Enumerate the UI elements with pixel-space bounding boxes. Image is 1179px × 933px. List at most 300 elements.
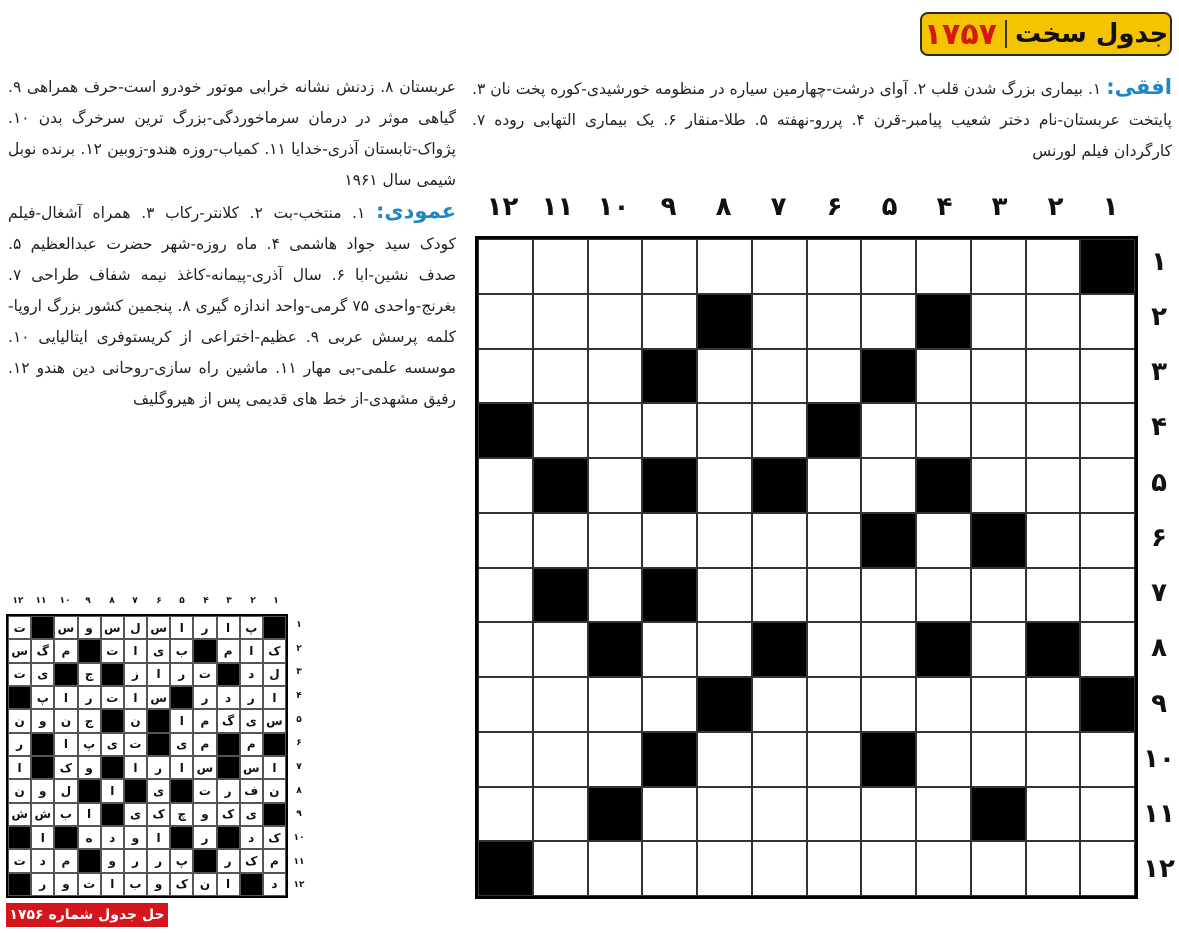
- solution-letter-cell: ر: [147, 849, 170, 872]
- solution-column-number: ۳: [226, 596, 232, 606]
- grid-cell[interactable]: [533, 239, 588, 294]
- grid-cell[interactable]: [588, 677, 643, 732]
- column-number: ۷: [770, 192, 787, 222]
- puzzle-title-badge: [920, 12, 1172, 56]
- solution-letter-cell: ا: [263, 686, 286, 709]
- solution-black-cell: [263, 733, 286, 756]
- grid-cell[interactable]: [971, 841, 1026, 896]
- grid-cell[interactable]: [697, 841, 752, 896]
- solution-letter-cell: د: [240, 826, 263, 849]
- column-number: ۵: [881, 192, 898, 222]
- solution-letter-cell: م: [193, 709, 216, 732]
- grid-cell[interactable]: [807, 677, 862, 732]
- grid-cell[interactable]: [588, 732, 643, 787]
- grid-cell[interactable]: [752, 403, 807, 458]
- grid-cell[interactable]: [1080, 349, 1135, 404]
- grid-cell[interactable]: [588, 568, 643, 623]
- solution-letter-cell: پ: [170, 849, 193, 872]
- solution-row-number: ۷: [296, 762, 302, 772]
- grid-cell[interactable]: [861, 841, 916, 896]
- solution-letter-cell: ج: [78, 663, 101, 686]
- grid-cell[interactable]: [807, 513, 862, 568]
- grid-cell[interactable]: [1080, 403, 1135, 458]
- solution-black-cell: [193, 849, 216, 872]
- solution-column-number: ۱: [273, 596, 279, 606]
- previous-solution-grid: [6, 614, 288, 898]
- grid-cell[interactable]: [971, 349, 1026, 404]
- solution-letter-cell: ل: [124, 616, 147, 639]
- grid-cell[interactable]: [697, 568, 752, 623]
- solution-black-cell: [8, 826, 31, 849]
- grid-cell[interactable]: [478, 732, 533, 787]
- solution-letter-cell: ر: [217, 849, 240, 872]
- solution-letter-cell: ج: [78, 709, 101, 732]
- grid-cell[interactable]: [478, 458, 533, 513]
- grid-cell[interactable]: [588, 403, 643, 458]
- grid-cell[interactable]: [1026, 403, 1081, 458]
- solution-letter-cell: ش: [8, 803, 31, 826]
- grid-cell[interactable]: [588, 841, 643, 896]
- solution-letter-cell: ا: [124, 639, 147, 662]
- solution-letter-cell: م: [193, 733, 216, 756]
- solution-black-cell: [31, 616, 54, 639]
- solution-letter-cell: د: [101, 826, 124, 849]
- row-number: ۴: [1151, 412, 1167, 442]
- solution-black-cell: [78, 849, 101, 872]
- grid-cell[interactable]: [478, 294, 533, 349]
- solution-row-number: ۱: [296, 620, 302, 630]
- grid-cell[interactable]: [533, 294, 588, 349]
- column-number: ۳: [991, 192, 1008, 222]
- grid-cell[interactable]: [971, 568, 1026, 623]
- solution-letter-cell: ا: [54, 733, 77, 756]
- grid-cell[interactable]: [697, 732, 752, 787]
- grid-cell[interactable]: [1026, 568, 1081, 623]
- solution-letter-cell: ر: [193, 686, 216, 709]
- solution-black-cell: [170, 779, 193, 802]
- solution-letter-cell: ت: [124, 733, 147, 756]
- column-number: ۱۲: [486, 192, 519, 222]
- solution-letter-cell: و: [31, 779, 54, 802]
- grid-cell[interactable]: [807, 841, 862, 896]
- solution-letter-cell: ن: [8, 779, 31, 802]
- grid-cell[interactable]: [478, 349, 533, 404]
- grid-cell[interactable]: [533, 622, 588, 677]
- black-cell: [861, 349, 916, 404]
- black-cell: [642, 568, 697, 623]
- row-number: ۵: [1151, 468, 1167, 498]
- solution-label: حل جدول شماره ۱۷۵۶: [6, 903, 168, 927]
- grid-cell[interactable]: [588, 513, 643, 568]
- solution-column-number: ۴: [203, 596, 209, 606]
- grid-cell[interactable]: [807, 458, 862, 513]
- grid-cell[interactable]: [752, 349, 807, 404]
- across-clues-block: [472, 72, 1172, 167]
- black-cell: [971, 513, 1026, 568]
- solution-black-cell: [8, 873, 31, 896]
- grid-cell[interactable]: [588, 239, 643, 294]
- grid-cell[interactable]: [1026, 458, 1081, 513]
- solution-letter-cell: ر: [124, 849, 147, 872]
- solution-letter-cell: ن: [193, 873, 216, 896]
- grid-cell[interactable]: [697, 458, 752, 513]
- grid-cell[interactable]: [971, 732, 1026, 787]
- solution-column-number: ۱۰: [59, 596, 71, 606]
- grid-cell[interactable]: [533, 403, 588, 458]
- solution-column-number: ۸: [109, 596, 115, 606]
- grid-cell[interactable]: [533, 787, 588, 842]
- grid-cell[interactable]: [807, 568, 862, 623]
- solution-black-cell: [78, 779, 101, 802]
- black-cell: [642, 732, 697, 787]
- crossword-grid: [475, 236, 1138, 899]
- grid-cell[interactable]: [861, 458, 916, 513]
- grid-cell[interactable]: [916, 349, 971, 404]
- solution-letter-cell: م: [240, 733, 263, 756]
- solution-letter-cell: ب: [54, 803, 77, 826]
- solution-letter-cell: ی: [240, 803, 263, 826]
- solution-black-cell: [101, 663, 124, 686]
- grid-cell[interactable]: [697, 239, 752, 294]
- grid-cell[interactable]: [533, 732, 588, 787]
- black-cell: [478, 403, 533, 458]
- grid-cell[interactable]: [807, 239, 862, 294]
- solution-letter-cell: ر: [193, 616, 216, 639]
- grid-cell[interactable]: [861, 677, 916, 732]
- grid-cell[interactable]: [588, 294, 643, 349]
- solution-letter-cell: ل: [54, 779, 77, 802]
- solution-letter-cell: و: [124, 826, 147, 849]
- grid-cell[interactable]: [752, 732, 807, 787]
- black-cell: [533, 458, 588, 513]
- solution-letter-cell: م: [54, 849, 77, 872]
- grid-cell[interactable]: [1026, 294, 1081, 349]
- grid-cell[interactable]: [1080, 622, 1135, 677]
- grid-cell[interactable]: [478, 622, 533, 677]
- grid-cell[interactable]: [697, 787, 752, 842]
- grid-cell[interactable]: [642, 841, 697, 896]
- solution-letter-cell: س: [240, 756, 263, 779]
- solution-letter-cell: ا: [170, 756, 193, 779]
- grid-cell[interactable]: [642, 403, 697, 458]
- column-number: ۴: [936, 192, 953, 222]
- grid-cell[interactable]: [807, 787, 862, 842]
- grid-cell[interactable]: [861, 403, 916, 458]
- black-cell: [971, 787, 1026, 842]
- puzzle-number: ۱۷۵۷: [923, 16, 997, 52]
- grid-cell[interactable]: [916, 732, 971, 787]
- solution-black-cell: [147, 709, 170, 732]
- grid-cell[interactable]: [478, 513, 533, 568]
- row-number: ۱۰: [1143, 744, 1175, 774]
- grid-cell[interactable]: [752, 787, 807, 842]
- solution-column-number: ۱۱: [35, 596, 47, 606]
- grid-cell[interactable]: [752, 294, 807, 349]
- grid-cell[interactable]: [971, 677, 1026, 732]
- solution-row-number: ۹: [296, 809, 302, 819]
- solution-black-cell: [170, 826, 193, 849]
- row-number: ۶: [1151, 523, 1167, 553]
- grid-cell[interactable]: [916, 403, 971, 458]
- grid-cell[interactable]: [697, 403, 752, 458]
- black-cell: [533, 568, 588, 623]
- left-clues-column: [8, 72, 456, 415]
- solution-black-cell: [101, 709, 124, 732]
- solution-row-number: ۶: [296, 738, 302, 748]
- grid-cell[interactable]: [752, 568, 807, 623]
- solution-letter-cell: و: [147, 873, 170, 896]
- grid-cell[interactable]: [533, 513, 588, 568]
- grid-cell[interactable]: [1080, 732, 1135, 787]
- row-number: ۱۲: [1143, 854, 1175, 884]
- grid-cell[interactable]: [752, 513, 807, 568]
- grid-cell[interactable]: [971, 294, 1026, 349]
- solution-column-number: ۱۲: [12, 596, 24, 606]
- grid-cell[interactable]: [1026, 513, 1081, 568]
- black-cell: [861, 513, 916, 568]
- solution-letter-cell: ا: [240, 639, 263, 662]
- grid-cell[interactable]: [752, 239, 807, 294]
- grid-cell[interactable]: [807, 732, 862, 787]
- black-cell: [588, 787, 643, 842]
- grid-cell[interactable]: [1026, 787, 1081, 842]
- grid-cell[interactable]: [1026, 732, 1081, 787]
- grid-cell[interactable]: [1026, 349, 1081, 404]
- solution-letter-cell: پ: [78, 733, 101, 756]
- grid-cell[interactable]: [697, 349, 752, 404]
- row-number: ۳: [1151, 357, 1167, 387]
- solution-letter-cell: م: [217, 639, 240, 662]
- solution-letter-cell: ت: [101, 639, 124, 662]
- grid-cell[interactable]: [588, 458, 643, 513]
- grid-cell[interactable]: [478, 677, 533, 732]
- black-cell: [752, 622, 807, 677]
- column-number: ۸: [715, 192, 732, 222]
- grid-cell[interactable]: [697, 622, 752, 677]
- solution-letter-cell: ی: [147, 639, 170, 662]
- down-heading: عمودی:: [375, 199, 456, 223]
- solution-letter-cell: ک: [147, 803, 170, 826]
- grid-cell[interactable]: [1026, 677, 1081, 732]
- solution-row-number: ۴: [296, 691, 302, 701]
- grid-cell[interactable]: [752, 677, 807, 732]
- grid-cell[interactable]: [807, 349, 862, 404]
- black-cell: [697, 294, 752, 349]
- solution-letter-cell: ر: [8, 733, 31, 756]
- grid-cell[interactable]: [752, 841, 807, 896]
- grid-cell[interactable]: [1026, 841, 1081, 896]
- solution-letter-cell: ت: [101, 686, 124, 709]
- solution-letter-cell: ت: [8, 849, 31, 872]
- solution-column-number: ۲: [250, 596, 256, 606]
- solution-letter-cell: س: [263, 709, 286, 732]
- grid-cell[interactable]: [478, 787, 533, 842]
- across-heading: افقی:: [1106, 75, 1172, 99]
- grid-cell[interactable]: [971, 622, 1026, 677]
- grid-cell[interactable]: [971, 239, 1026, 294]
- black-cell: [1026, 622, 1081, 677]
- solution-letter-cell: پ: [240, 616, 263, 639]
- solution-letter-cell: ن: [54, 709, 77, 732]
- grid-cell[interactable]: [861, 622, 916, 677]
- solution-letter-cell: س: [147, 616, 170, 639]
- solution-letter-cell: ا: [101, 779, 124, 802]
- grid-cell[interactable]: [533, 349, 588, 404]
- solution-letter-cell: ا: [54, 686, 77, 709]
- solution-letter-cell: گ: [31, 639, 54, 662]
- column-number: ۱: [1102, 192, 1119, 222]
- solution-letter-cell: ک: [217, 803, 240, 826]
- solution-letter-cell: و: [101, 849, 124, 872]
- solution-letter-cell: ف: [240, 779, 263, 802]
- solution-letter-cell: ن: [263, 779, 286, 802]
- solution-letter-cell: و: [193, 803, 216, 826]
- grid-cell[interactable]: [807, 294, 862, 349]
- solution-letter-cell: ا: [101, 873, 124, 896]
- solution-letter-cell: ت: [8, 663, 31, 686]
- black-cell: [642, 349, 697, 404]
- solution-black-cell: [170, 686, 193, 709]
- black-cell: [642, 458, 697, 513]
- row-number: ۸: [1151, 633, 1167, 663]
- grid-cell[interactable]: [1080, 841, 1135, 896]
- solution-letter-cell: ی: [124, 803, 147, 826]
- grid-cell[interactable]: [642, 622, 697, 677]
- across-clues-part2: عربستان ۸. زدنش نشانه خرابی موتور خودرو است-حرف همراهی ۹. گیاهی موثر در درمان سرماخوردگی-بزرگ ترین سرخرگ بدن ۱۰. پژواک-تابستان آذری-خدایا ۱۱. کمیاب-روزه هندو-زوبین ۱۲. برنده نوبل شیمی سال ۱۹۶۱: [8, 78, 456, 189]
- solution-black-cell: [263, 616, 286, 639]
- solution-black-cell: [240, 873, 263, 896]
- grid-cell[interactable]: [1080, 294, 1135, 349]
- black-cell: [478, 841, 533, 896]
- grid-cell[interactable]: [916, 239, 971, 294]
- solution-black-cell: [217, 663, 240, 686]
- solution-black-cell: [124, 779, 147, 802]
- grid-cell[interactable]: [1080, 458, 1135, 513]
- grid-cell[interactable]: [1080, 568, 1135, 623]
- grid-cell[interactable]: [861, 239, 916, 294]
- solution-letter-cell: ا: [147, 826, 170, 849]
- grid-cell[interactable]: [588, 349, 643, 404]
- grid-cell[interactable]: [916, 677, 971, 732]
- grid-cell[interactable]: [861, 787, 916, 842]
- black-cell: [807, 403, 862, 458]
- solution-letter-cell: ز: [124, 663, 147, 686]
- grid-cell[interactable]: [1080, 787, 1135, 842]
- column-number: ۹: [660, 192, 677, 222]
- solution-letter-cell: چ: [170, 803, 193, 826]
- solution-letter-cell: ت: [78, 873, 101, 896]
- grid-cell[interactable]: [642, 513, 697, 568]
- solution-column-number: ۵: [179, 596, 185, 606]
- solution-black-cell: [54, 826, 77, 849]
- grid-cell[interactable]: [916, 568, 971, 623]
- solution-row-number: ۲: [296, 644, 302, 654]
- solution-letter-cell: ا: [217, 873, 240, 896]
- solution-black-cell: [263, 803, 286, 826]
- solution-letter-cell: م: [54, 639, 77, 662]
- puzzle-title: جدول سخت: [1014, 19, 1169, 49]
- solution-letter-cell: پ: [31, 686, 54, 709]
- solution-letter-cell: ک: [240, 849, 263, 872]
- solution-letter-cell: ک: [263, 639, 286, 662]
- solution-letter-cell: ر: [240, 686, 263, 709]
- grid-cell[interactable]: [971, 458, 1026, 513]
- solution-letter-cell: ر: [170, 663, 193, 686]
- grid-cell[interactable]: [1080, 513, 1135, 568]
- grid-cell[interactable]: [861, 568, 916, 623]
- solution-letter-cell: ن: [124, 709, 147, 732]
- row-number: ۱۱: [1143, 799, 1175, 829]
- title-separator: [1005, 20, 1007, 48]
- grid-cell[interactable]: [533, 677, 588, 732]
- solution-letter-cell: س: [54, 616, 77, 639]
- solution-letter-cell: ا: [124, 686, 147, 709]
- across-clues-part1: ۱. بیماری بزرگ شدن قلب ۲. آوای درشت-چهارمین سیاره در منظومه خورشیدی-کوره پخت نان ۳. پایتخت عربستان-نام دختر شعیب پیامبر-قرن ۴. پررو-نهفته ۵. طلا-منقار ۶. یک بیماری التهابی روده ۷. کارگردان فیلم لورنس: [472, 80, 1172, 160]
- solution-letter-cell: ت: [8, 616, 31, 639]
- grid-cell[interactable]: [916, 513, 971, 568]
- grid-cell[interactable]: [642, 677, 697, 732]
- solution-letter-cell: و: [31, 709, 54, 732]
- solution-letter-cell: ا: [170, 616, 193, 639]
- grid-cell[interactable]: [642, 294, 697, 349]
- row-number: ۲: [1151, 302, 1167, 332]
- grid-cell[interactable]: [916, 787, 971, 842]
- solution-letter-cell: ب: [124, 873, 147, 896]
- black-cell: [916, 294, 971, 349]
- solution-letter-cell: ا: [217, 616, 240, 639]
- grid-cell[interactable]: [533, 841, 588, 896]
- solution-letter-cell: ر: [193, 826, 216, 849]
- solution-black-cell: [78, 639, 101, 662]
- black-cell: [697, 677, 752, 732]
- solution-letter-cell: ی: [101, 733, 124, 756]
- solution-letter-cell: و: [78, 756, 101, 779]
- solution-black-cell: [31, 733, 54, 756]
- grid-cell[interactable]: [697, 513, 752, 568]
- solution-row-number: ۱۰: [293, 833, 305, 843]
- solution-letter-cell: ی: [31, 663, 54, 686]
- solution-black-cell: [101, 756, 124, 779]
- solution-letter-cell: د: [31, 849, 54, 872]
- solution-letter-cell: ر: [78, 686, 101, 709]
- black-cell: [861, 732, 916, 787]
- grid-cell[interactable]: [642, 787, 697, 842]
- grid-cell[interactable]: [478, 568, 533, 623]
- solution-letter-cell: د: [217, 686, 240, 709]
- grid-cell[interactable]: [1026, 239, 1081, 294]
- solution-row-number: ۸: [296, 786, 302, 796]
- grid-cell[interactable]: [807, 622, 862, 677]
- solution-letter-cell: ن: [8, 709, 31, 732]
- solution-letter-cell: ک: [263, 826, 286, 849]
- solution-letter-cell: و: [78, 616, 101, 639]
- solution-letter-cell: د: [263, 873, 286, 896]
- black-cell: [1080, 677, 1135, 732]
- grid-cell[interactable]: [971, 403, 1026, 458]
- solution-letter-cell: ت: [193, 663, 216, 686]
- solution-letter-cell: ک: [54, 756, 77, 779]
- solution-column-number: ۹: [85, 596, 91, 606]
- solution-black-cell: [217, 756, 240, 779]
- solution-column-number: ۷: [132, 596, 138, 606]
- grid-cell[interactable]: [642, 239, 697, 294]
- grid-cell[interactable]: [861, 294, 916, 349]
- black-cell: [752, 458, 807, 513]
- grid-cell[interactable]: [916, 841, 971, 896]
- solution-letter-cell: س: [8, 639, 31, 662]
- column-number: ۲: [1047, 192, 1064, 222]
- grid-cell[interactable]: [478, 239, 533, 294]
